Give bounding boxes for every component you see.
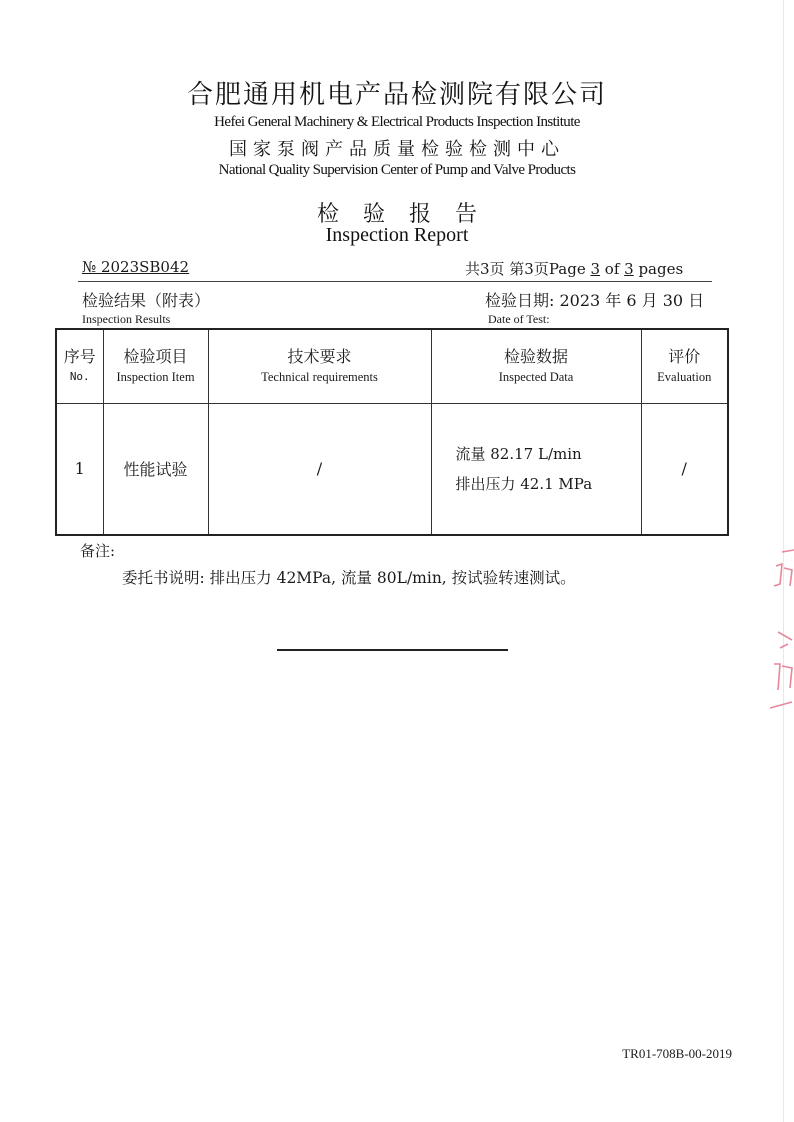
notes-text: 委托书说明: 排出压力 42MPa, 流量 80L/min, 按试验转速测试。	[122, 569, 576, 587]
organization-name-cn: 合肥通用机电产品检测院有限公司	[186, 80, 607, 110]
form-code: TR01-708B-00-2019	[622, 1046, 732, 1061]
page-total: 3	[624, 260, 634, 278]
column-header-requirements	[208, 329, 431, 403]
table-header-row	[56, 329, 728, 403]
page-indicator	[465, 258, 683, 279]
cell-inspected-data	[431, 403, 641, 535]
column-label-cn: 技术要求	[287, 347, 352, 367]
page-suffix: pages	[633, 260, 684, 278]
column-label-cn: 检验项目	[123, 347, 188, 367]
seal-fragment-icon	[752, 540, 794, 720]
column-label-en: Evaluation	[657, 370, 712, 385]
page-of: of	[600, 260, 625, 278]
cell-requirement: /	[208, 403, 431, 535]
organization-name-en: Hefei General Machinery & Electrical Products Inspection Institute	[214, 114, 580, 130]
column-header-item	[103, 329, 208, 403]
end-of-content-rule	[277, 649, 508, 651]
column-label-en: Inspection Item	[116, 370, 195, 385]
cell-item: 性能试验	[103, 403, 208, 535]
page-prefix: 共3页 第3页Page	[465, 260, 591, 278]
center-name-cn: 国家泵阀产品质量检验检测中心	[229, 139, 565, 160]
data-discharge-pressure: 排出压力 42.1 MPa	[455, 474, 593, 493]
table-row	[56, 403, 728, 535]
column-header-no	[56, 329, 103, 403]
center-name-en: National Quality Supervision Center of Pump and Valve Products	[218, 162, 576, 178]
column-header-data	[431, 329, 641, 403]
results-heading-en: Inspection Results	[82, 312, 171, 326]
results-table	[55, 328, 729, 536]
column-label-en: Inspected Data	[498, 370, 574, 385]
column-label-en: Technical requirements	[261, 370, 378, 385]
report-title-cn: 检验报告	[316, 202, 501, 227]
column-label-cn: 检验数据	[503, 347, 568, 367]
test-date-en: Date of Test:	[488, 312, 550, 326]
notes-label: 备注:	[80, 542, 116, 560]
column-label-cn: 评价	[668, 347, 701, 367]
report-number: № 2023SB042	[82, 258, 190, 276]
cell-no: 1	[56, 403, 103, 535]
column-label-en: No.	[69, 370, 90, 384]
cell-evaluation: /	[641, 403, 728, 535]
report-title-en: Inspection Report	[325, 224, 469, 246]
page-current: 3	[590, 260, 601, 278]
header-rule	[78, 281, 712, 282]
column-header-evaluation	[641, 329, 728, 403]
data-flow-rate: 流量 82.17 L/min	[455, 444, 582, 463]
column-label-cn: 序号	[63, 347, 96, 367]
test-date-cn: 检验日期: 2023 年 6 月 30 日	[485, 291, 705, 310]
results-heading-cn: 检验结果（附表）	[82, 291, 211, 310]
